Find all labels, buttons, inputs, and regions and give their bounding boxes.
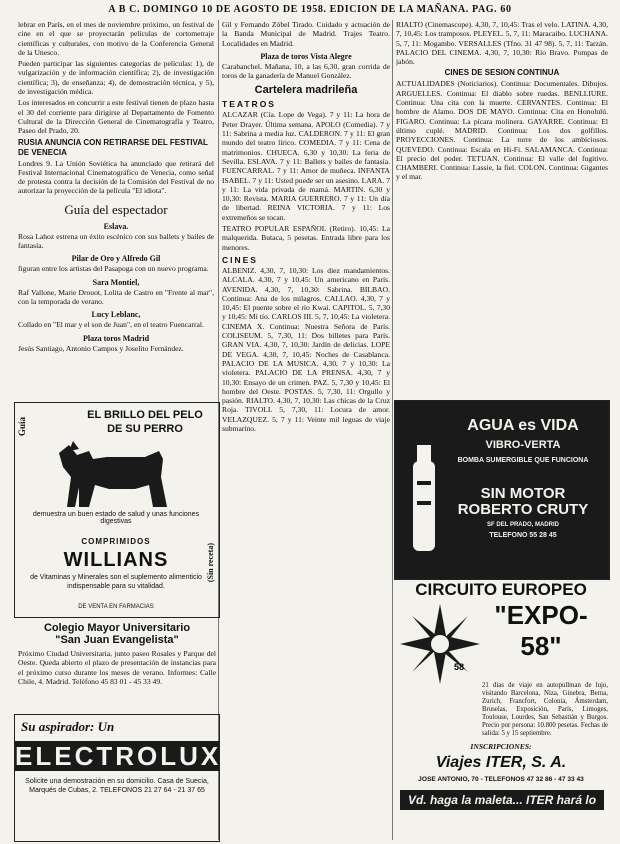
ad-title: Colegio Mayor Universitario [43,622,191,634]
ad-text: demuestra un buen estado de salud y unas funciones digestivas [32,511,200,525]
ad-address: JOSE ANTONIO, 70 - TELEFONOS 47 32 86 - 47 33 43 [418,776,584,783]
ad-title: EL BRILLO DEL PELO [87,409,203,421]
column-left [18,20,214,400]
section-heading: CINES [222,254,258,265]
ad-slogan: Vd. haga la maleta... ITER hará lo demás [407,793,597,827]
article-paragraph: Gil y Fernando Zóbel Tirado. Cuidado y actuación de la Banda Municipal de Madrid. Trajes Teatro. Localidades en Madrid. [222,20,390,48]
ad-text: BOMBA SUMERGIBLE QUE FUNCIONA [457,457,589,464]
column-middle [222,20,390,840]
headline-rusia: RUSIA ANUNCIA CON RETIRARSE DEL FESTIVAL DE VENECIA [18,137,208,157]
ad-side-text: Guía [17,417,27,437]
ad-willians [14,402,220,618]
item-text: figuran entre los artistas del Pasapoga con un nuevo programa. [18,264,209,274]
item-text: Collado en "El mar y el son de Juan", en el teatro Fuencarral. [18,320,204,330]
item-text: Carabanchel. Mañana, 10, a las 6,30, gran corrida de toros de la ganadería de Manuel González. [222,61,390,81]
ad-brand: Viajes ITER, S. A. [435,754,567,771]
article-paragraph: Pueden participar las siguientes categorías de películas: 1), de vulgarización y de información científica; 2), de investigación científica; 3), de enseñanza; 4), de demostración técnica, y 5), de investigación médica. [18,59,214,97]
item-title: Lucy Leblanc, [91,310,141,320]
ad-side-text: (Sin receta) [206,543,215,583]
ad-circuito-europeo [394,580,608,842]
listings-text: ALBENIZ. 4,30, 7, 10,30: Los diez mandamientos. ALCALA. 4,30, 7 y 10,45: Un americano en París. AVENIDA. 4,30, 7, 10,30: Sabrina. BILBAO. Continua: Ana de los milagros. CALLAO. 4,30, 7 y 10,45: El puente sobre el río Kwai. CAPITOL. 5, 7,30 y 10,45: Mi tío. CARLOS III. 5, 7, 10,45: La violetera. CINEMA X. Continua: Nuestra Señora de París. COLISEUM. 5, 7,30, 11: Dos billetes para París. GRAN VIA. 4,30, 7, 10,30: Jardín de delicias. LOPE DE VEGA. 4,30, 7, 10,45: Noches de Casablanca. PALACIO DE LA MUSICA. 4,30, 7 y 10,30: La violetera. PALACIO DE LA PRENSA. 4,30, 7 y 10,30: Ensayo de un crimen. PAZ. 5, 7,30 y 10,45: El hombre del Oeste. POSTAS. 5, 7,30, 11: Orgullo y pasión. RIALTO. 4,30, 7, 10,30: Las chicas de la Cruz Roja. TIVOLI. 5, 7,30, 11: Locura de amor. VELAZQUEZ. 5, 7 y 11: Veinte mil leguas de viaje submarino. [222,265,390,433]
ad-electrolux [14,714,220,842]
ad-emblem-number: 58 [454,662,465,672]
ad-phone: TELEFONO 55 28 45 [489,532,557,539]
article-paragraph: Los interesados en concurrir a este festival tienen de plazo hasta el 30 del corriente para dirigirse al Departamento de Fomento Cultural de la Dirección General de Cinematografía y Teatro, Paseo del Prado, 20. [18,98,214,136]
ad-label: INSCRIPCIONES: [470,742,532,751]
ad-vibro-verta [394,400,610,580]
ad-title: "San Juan Evangelista" [55,634,179,646]
item-title: Plaza toros Madrid [82,333,150,343]
section-title: Guía del espectador [64,201,168,217]
section-heading: CINES DE SESION CONTINUA [444,68,560,78]
listings-text: RIALTO (Cinemascope). 4,30, 7, 10,45: Tras el velo. LATINA. 4,30, 7, 10,45: Los tramposos. PLEYEL. 5, 7, 11: Maracaibo. LUCHANA. 5, 7, 11: Mogambo. VERSALLES (Tfno. 31 47 98). 5, 7, 11: Tarzán. PALACIO DEL CINEMA. 4,30, 7, 10,30: Río Bravo. Pompas de jabón. [396,20,608,67]
item-title: Pilar de Oro y Alfredo Gil [71,254,161,264]
section-title: Cartelera madrileña [254,84,358,97]
ad-footer: DE VENTA EN FARMACIAS [78,604,154,610]
ad-brand: ELECTROLUX [15,741,222,771]
article-paragraph: Londres 9. La Unión Soviética ha anunciado que retirará del Festival Internacional Cinematográfico de Venecia, como señal de protesta contra la decisión de la Comisión del Festival de no autorizar la proyección de la película "El idiota". [18,158,214,196]
ad-colegio [18,622,216,710]
section-heading: TEATROS [222,99,276,110]
listings-text: ALCAZAR (Cía. Lope de Vega). 7 y 11: La hora de Peter Drayer. Última semana. APOLO (Comedia). 7 y 11: Sabrina a media luz. CALDERON. 7 y 11: El gran mundo del teatro lírico. COMEDIA. 7 y 11: Cena de matrimonios. CHUECA. 6,30 y 10,30: La feria de Sevilla. ESLAVA. 7 y 11: Ballets y bailes de fantasía. FUENCARRAL. 7 y 11: Amor de muñeca. INFANTA ISABEL. 7 y 11: Usted puede ser un asesino. LARA. 7 y 11: La vida privada de mamá. MARTIN. 6,30 y 10,30: Revista. MARIA GUERRERO. 7 y 11: Un día de libertad. REINA VICTORIA. 7 y 11: Los extremeños se tocan. [222,110,390,222]
ad-title: CIRCUITO EUROPEO [415,580,587,599]
ad-text: Próximo Ciudad Universitaria, junto paseo Rosales y Parque del Oeste. Queda abierto el plazo de presentación de instancias para el próximo curso durante los meses de verano. Informes: Calle Chile, 4. Madrid. Teléfono 45 83 01 - 45 33 49. [18,649,216,686]
pump-illustration-icon [403,441,443,561]
atomium-star-icon [400,604,480,684]
ad-address: SF DEL PRADO, MADRID [487,522,559,528]
item-text: Rosa Lahoz estrena un éxito escénico con sus ballets y bailes de fantasía. [18,231,214,251]
item-title: Eslava. [103,221,129,231]
item-text: Jesús Santiago, Antonio Campos y Joselito Fernández. [18,343,184,353]
ad-brand: ROBERTO CRUTY [457,501,589,518]
item-text: Raf Vallone, Marie Drouot, Lolita de Castro en "Frente al mar", con la temporada de verano. [18,287,214,306]
ad-slogan-bar [400,790,604,827]
ad-text: de Vitaminas y Minerales son el suplemento alimenticio indispensable para su vitalidad. [30,574,202,590]
ad-text: Solicite una demostración en su domicilio. Casa de Suecia, Marqués de Cubas, 2. TELEFONOS 21 27 64 - 21 37 65 [25,778,209,794]
ad-text: 21 días de viaje en autopullman de lujo, visitando Barcelona, Niza, Ginebra, Berna, Zurich, Francfort, Colonia, Ámsterdam, Bruselas, Exposición, París, Limoges, Toulouse, Lourdes, San Sebastián y Burgos. Precio por persona: 10.800 pesetas. Fechas de salida: 5 y 15 septiembre. [482,682,608,737]
item-title: Plaza de toros Vista Alegre [260,51,352,61]
listings-text: ACTUALIDADES (Noticiarios). Continua: Documentales. Dibujos. ARGUELLES. Continua: El diablo sobre ruedas. BENLLIURE. Continua: Una cita con la muerte. CERVANTES. Continua: El hombre de Alamo. DOS DE MAYO. Continua: Cita en Honolulú. FIGARO. Continua: La pícara molinera. GAYARRE. Continua: El último cuplé. MADRID. Continua: Los dos golfillos. PROYECCIONES. Continua: La torre de los ambiciosos. QUEVEDO. Continua: Escala en Hi-Fi. SALAMANCA. Continua: El precio del poder. TETUAN. Continua: El valle del fugitivo. CHAMBERI. Continua: Lassie, la fiel. COLON. Continua: Gigantes y el mar. [396,79,608,182]
listings-text: TEATRO POPULAR ESPAÑOL (Retiro). 10,45: La malquerida. Butaca, 5 pesetas. Entrada libre para los menores. [222,224,390,252]
page-header: A B C. DOMINGO 10 DE AGOSTO DE 1958. EDICION DE LA MAÑANA. PAG. 60 [108,4,512,15]
ad-title: "EXPO-58" [494,600,588,661]
dog-illustration-icon [49,437,179,513]
ad-title: DE SU PERRO [107,423,183,435]
item-title: Sara Montiel, [92,277,140,287]
ad-subtitle: VIBRO-VERTA [485,439,561,451]
ad-brand: WILLIANS [63,549,169,571]
ad-title: AGUA es VIDA [467,417,579,434]
column-right [396,20,608,450]
column-rule [392,20,393,840]
ad-brand-band [15,741,222,771]
ad-headline: SIN MOTOR [480,485,566,502]
article-paragraph: lebrar en París, en el mes de noviembre próximo, un festival de cine en el que se proyectarán películas de cortometraje científicas y culturales, con motivo de la Conferencia General de la Unesco. [18,20,214,57]
ad-slogan: Su aspirador: Un [21,719,115,734]
ad-label: COMPRIMIDOS [81,537,151,546]
